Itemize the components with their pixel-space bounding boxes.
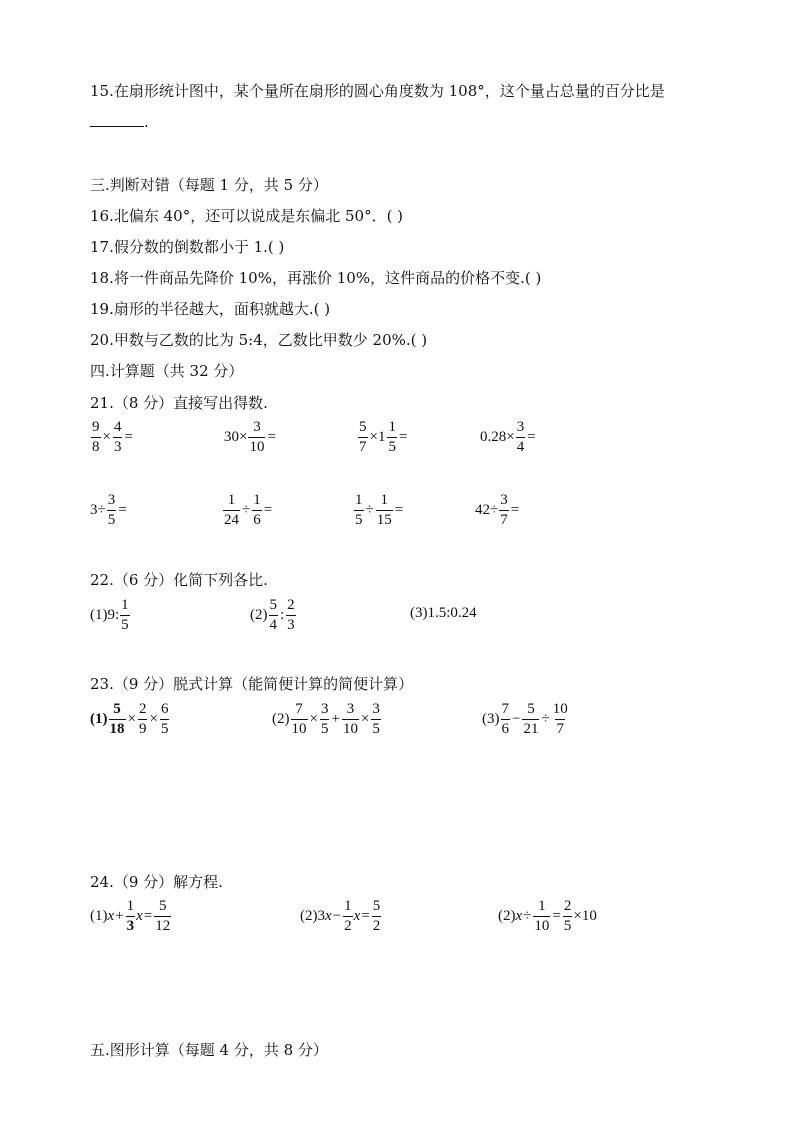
fraction: $\frac{1}{5}$: [388, 419, 396, 455]
q21-expression-8: 42÷ $\frac{3}{7}$ =: [475, 492, 520, 528]
q21-expression-1: $\frac{9}{8}$ × $\frac{4}{3}$ =: [92, 419, 133, 455]
question-15-text: 15.在扇形统计图中，某个量所在扇形的圆心角度数为 108°，这个量占总量的百分比是: [90, 82, 665, 100]
question-21-title: 21.（8 分）直接写出得数.: [90, 394, 268, 412]
q21-expression-4: 0.28× $\frac{3}{4}$ =: [480, 419, 536, 455]
q23-expression-2: (2) $\frac{7}{10}$ × $\frac{3}{5}$ + $\frac{3}{10}$ × $\frac{3}{5}$: [272, 701, 380, 737]
fraction: $\frac{7}{10}$: [291, 701, 307, 737]
q23-expression-3: (3) $\frac{7}{6}$ − $\frac{5}{21}$ ÷ $\frac{10}{7}$: [482, 701, 568, 737]
fraction: $\frac{3}{4}$: [516, 419, 525, 455]
question-18: 18.将一件商品先降价 10%，再涨价 10%，这件商品的价格不变.( ): [90, 269, 542, 287]
fraction: $\frac{3}{10}$: [249, 419, 265, 455]
fraction: $\frac{3}{5}$: [372, 701, 380, 737]
fraction: $\frac{4}{3}$: [113, 419, 122, 455]
fraction: $\frac{2}{5}$: [563, 898, 572, 934]
fraction: $\frac{5}{12}$: [155, 898, 171, 934]
fraction: $\frac{3}{10}$: [342, 701, 358, 737]
fraction: $\frac{1}{5}$: [355, 492, 363, 528]
fraction: $\frac{5}{4}$: [269, 597, 277, 633]
answer-blank[interactable]: [90, 112, 144, 127]
fraction: $\frac{5}{21}$: [523, 701, 539, 737]
question-20: 20.甲数与乙数的比为 5:4，乙数比甲数少 20%.( ): [90, 331, 428, 349]
q21-expression-3: $\frac{5}{7}$ ×1 $\frac{1}{5}$ =: [359, 419, 408, 455]
q22-expression-1: (1)9: $\frac{1}{5}$: [90, 597, 129, 633]
question-15-end: .: [144, 113, 149, 131]
q21-expression-2: 30× $\frac{3}{10}$ =: [224, 419, 276, 455]
q24-equation-1: (1) x + $\frac{1}{3}$ x = $\frac{5}{12}$: [90, 898, 171, 934]
q24-equation-2: (2)3 x − $\frac{1}{2}$ x = $\frac{5}{2}$: [300, 898, 381, 934]
fraction: $\frac{6}{5}$: [160, 701, 169, 737]
q23-expression-1: (1) $\frac{5}{18}$ × $\frac{2}{9}$ × $\frac{6}{5}$: [90, 701, 169, 737]
fraction: $\frac{3}{7}$: [500, 492, 508, 528]
q21-expression-7: $\frac{1}{5}$ ÷ $\frac{1}{15}$ =: [355, 492, 404, 528]
fraction: $\frac{9}{8}$: [92, 419, 100, 455]
fraction: $\frac{3}{5}$: [320, 701, 329, 737]
section-3-heading: 三.判断对错（每题 1 分，共 5 分）: [90, 176, 328, 194]
fraction: $\frac{1}{2}$: [344, 898, 352, 934]
question-16: 16.北偏东 40°，还可以说成是东偏北 50°．( ): [90, 207, 404, 225]
fraction: $\frac{1}{3}$: [126, 898, 135, 934]
q21-expression-5: 3÷ $\frac{3}{5}$ =: [90, 492, 127, 528]
fraction: $\frac{5}{2}$: [372, 898, 381, 934]
question-23-title: 23.（9 分）脱式计算（能简便计算的简便计算）: [90, 675, 414, 693]
fraction: $\frac{2}{9}$: [138, 701, 147, 737]
fraction: $\frac{1}{24}$: [224, 492, 239, 528]
fraction: $\frac{10}{7}$: [552, 701, 568, 737]
question-15-answer-line: [90, 112, 149, 132]
fraction: $\frac{7}{6}$: [501, 701, 509, 737]
q21-expression-6: $\frac{1}{24}$ ÷ $\frac{1}{6}$ =: [224, 492, 273, 528]
question-24-title: 24.（9 分）解方程.: [90, 873, 223, 891]
fraction: $\frac{1}{10}$: [534, 898, 550, 934]
q24-equation-3: (2) x ÷ $\frac{1}{10}$ = $\frac{2}{5}$ ×10: [498, 898, 597, 934]
fraction: $\frac{5}{7}$: [359, 419, 367, 455]
question-17: 17.假分数的倒数都小于 1.( ): [90, 238, 285, 256]
section-5-heading: 五.图形计算（每题 4 分，共 8 分）: [90, 1041, 328, 1059]
q22-expression-3: (3)1.5:0.24: [410, 605, 477, 621]
fraction: $\frac{3}{5}$: [107, 492, 116, 528]
question-19: 19.扇形的半径越大，面积就越大.( ): [90, 300, 331, 318]
fraction: $\frac{1}{5}$: [121, 597, 129, 633]
q22-expression-2: (2) $\frac{5}{4}$ : $\frac{2}{3}$: [250, 597, 295, 633]
question-22-title: 22.（6 分）化简下列各比.: [90, 571, 268, 589]
fraction: $\frac{1}{15}$: [376, 492, 392, 528]
fraction: $\frac{2}{3}$: [287, 597, 295, 633]
question-15: [90, 81, 665, 101]
fraction: $\frac{5}{18}$: [109, 701, 125, 737]
fraction: $\frac{1}{6}$: [253, 492, 261, 528]
section-4-heading: 四.计算题（共 32 分）: [90, 362, 244, 380]
